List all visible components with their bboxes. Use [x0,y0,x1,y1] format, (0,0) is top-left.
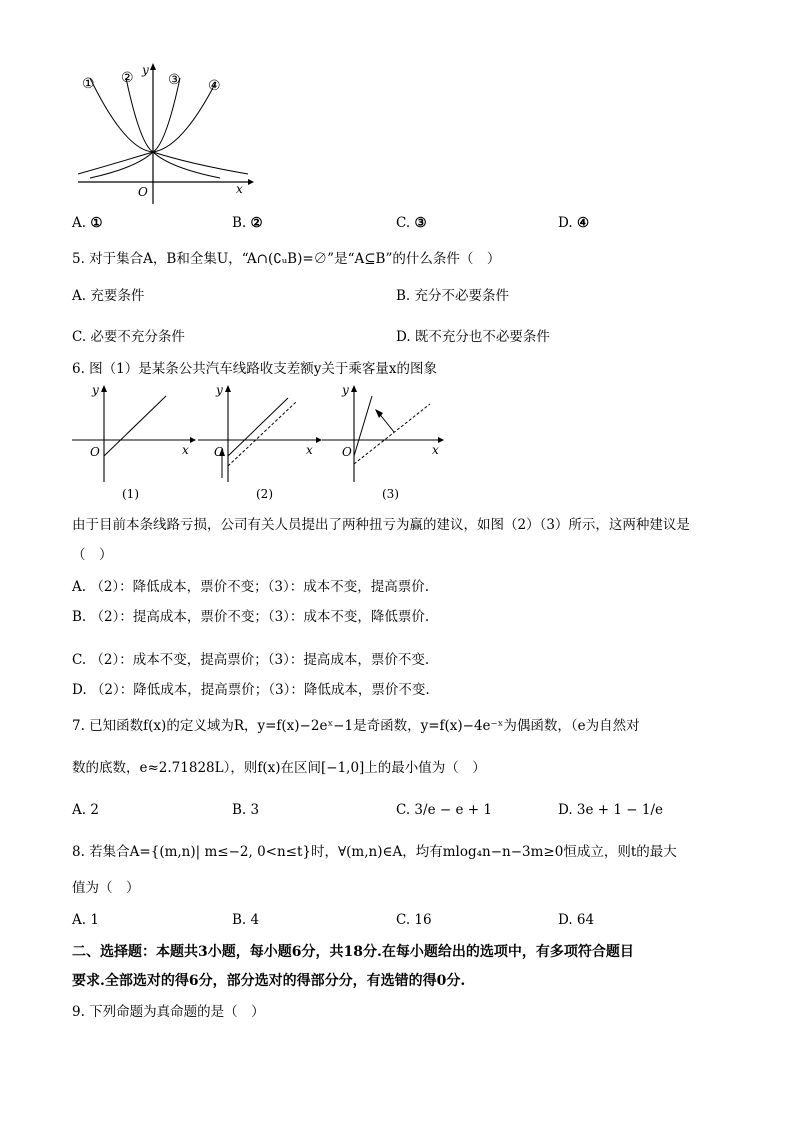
q5-option-a: A. 充要条件 [72,288,145,304]
q5-option-d: D. 既不充分也不必要条件 [396,329,550,345]
q8-option-c: C. 16 [396,912,432,928]
q7-option-d: D. 3e + 1 − 1/e [558,802,664,818]
q5-option-b: B. 充分不必要条件 [396,288,510,304]
svg-text:x: x [306,443,313,457]
q6-text-1: 由于目前本条线路亏损，公司有关人员提出了两种扭亏为赢的建议，如图（2）（3）所示，这两种建议是 [72,517,690,533]
svg-text:y: y [92,383,99,397]
q6-option-a: A. （2）：降低成本，票价不变；（3）：成本不变，提高票价. [72,579,430,595]
axis-y-label: y [142,63,149,77]
q8-stem-1: 8. 若集合A={(m,n)| m≤−2, 0<n≤t}时，∀(m,n)∈A，均有mlog₄n−n−3m≥0恒成立，则t的最大 [72,844,677,860]
q4-option-b: B. ② [232,215,263,231]
curve-label-2: ② [121,70,134,86]
q7-option-a: A. 2 [72,802,99,818]
curve-label-3: ③ [168,72,181,88]
q6-option-d: D. （2）：降低成本，提高票价；（3）：降低成本，票价不变. [72,682,430,698]
q8-option-a: A. 1 [72,912,99,928]
svg-text:y: y [342,383,349,397]
curve-label-4: ④ [208,78,221,94]
svg-text:x: x [432,443,439,457]
q8-option-b: B. 4 [232,912,260,928]
svg-text:O: O [342,445,352,459]
q7-option-b: B. 3 [232,802,260,818]
q7-stem-1: 7. 已知函数f(x)的定义域为R，y=f(x)−2eˣ−1是奇函数，y=f(x)−4e⁻ˣ为偶函数，（e为自然对 [72,718,640,734]
section-2-heading-line-2: 要求.全部选对的得6分，部分选对的得部分分，有选错的得0分. [72,973,466,989]
q8-option-d: D. 64 [558,912,595,928]
curve-label-1: ① [82,76,95,92]
svg-text:O: O [214,445,224,459]
q6-option-b: B. （2）：提高成本，票价不变；（3）：成本不变，降低票价. [72,609,430,625]
q6-figure [70,382,450,506]
svg-text:O: O [90,445,100,459]
q5-option-c: C. 必要不充分条件 [72,329,185,345]
svg-text:(1): (1) [122,487,139,501]
q6-text-2: （ ） [72,547,113,563]
q4-option-d: D. ④ [558,215,590,231]
q8-stem-2: 值为（ ） [72,880,140,896]
q6-figure-2 [198,383,322,501]
svg-text:(3): (3) [382,487,399,501]
q6-stem: 6. 图（1）是某条公共汽车线路收支差额y关于乘客量x的图象 [72,361,438,377]
q5-stem: 5. 对于集合A，B和全集U，“A∩(∁ᵤB)=∅”是“A⊆B”的什么条件（ ） [72,251,501,267]
exponential-graph [70,58,260,206]
q4-option-c: C. ③ [396,215,427,231]
svg-text:y: y [216,383,223,397]
section-2-heading-line-1: 二、选择题：本题共3小题，每小题6分，共18分.在每小题给出的选项中，有多项符合题目 [72,944,634,960]
origin-label: O [138,185,148,199]
q6-option-c: C. （2）：成本不变，提高票价；（3）：提高成本，票价不变. [72,652,430,668]
svg-text:(2): (2) [256,487,273,501]
q7-option-c: C. 3/e − e + 1 [396,802,492,818]
svg-text:x: x [182,443,189,457]
q6-figure-3 [322,383,444,501]
q4-option-a: A. ① [72,215,103,231]
q7-stem-2: 数的底数，e≈2.71828L），则f(x)在区间[−1,0]上的最小值为（ ） [72,760,486,776]
q6-figure-1 [72,383,196,501]
axis-x-label: x [236,182,243,196]
q9-stem: 9. 下列命题为真命题的是（ ） [72,1004,265,1020]
